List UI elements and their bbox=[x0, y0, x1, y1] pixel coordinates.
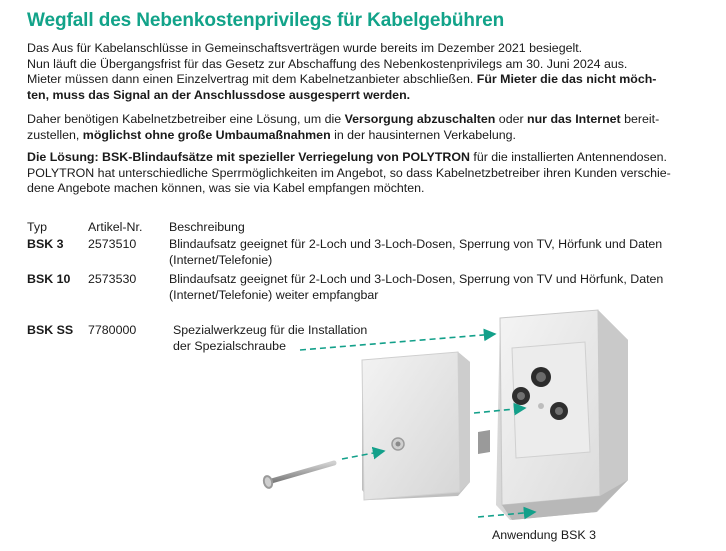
need-bold-c: möglichst ohne große Umbaumaßnahmen bbox=[82, 127, 331, 142]
solution-text: für die installierten Antennendosen. bbox=[469, 150, 667, 164]
arrow-icon bbox=[300, 334, 495, 350]
need-text-b: oder bbox=[495, 112, 528, 126]
intro-line-1: Das Aus für Kabelanschlüsse in Gemeinschaftsverträgen wurde bereits im Dezember 2021 besiegelt. bbox=[27, 41, 583, 55]
row-desc-2: (Internet/Telefonie) bbox=[169, 253, 273, 267]
row-typ: BSK SS bbox=[27, 323, 74, 337]
intro-line-3-bold: Für Mieter die das nicht möch- bbox=[476, 72, 657, 87]
need-text-c: bereit- bbox=[620, 112, 660, 126]
row-desc-1: Blindaufsatz geeignet für 2-Loch und 3-Loch-Dosen, Sperrung von TV, Hörfunk und Daten bbox=[169, 237, 663, 251]
image-caption: Anwendung BSK 3 bbox=[492, 528, 597, 542]
header-artikel: Artikel-Nr. bbox=[88, 220, 143, 234]
solution-line-2: POLYTRON hat unterschiedliche Sperrmöglichkeiten im Angebot, so dass Kabelnetzbetreiber ihren Kunden verschie- bbox=[27, 165, 671, 180]
row-typ: BSK 3 bbox=[27, 237, 64, 251]
need-text-e: in der hausinternen Verkabelung. bbox=[330, 127, 516, 142]
need-text-a: Daher benötigen Kabelnetzbetreiber eine Lösung, um die bbox=[27, 112, 345, 126]
solution-bold: Die Lösung: BSK-Blindaufsätze mit spezieller Verriegelung von POLYTRON bbox=[27, 150, 470, 164]
intro-line-4-bold: ten, muss das Signal an der Anschlussdose ausgesperrt werden. bbox=[27, 87, 411, 102]
special-screw bbox=[261, 463, 334, 490]
row-typ: BSK 10 bbox=[27, 272, 71, 286]
row-desc-1: Spezialwerkzeug für die Installation bbox=[173, 323, 368, 337]
need-text-d: zustellen, bbox=[27, 127, 83, 142]
solution-line-3: dene Angebote machen können, was sie via Kabel empfangen möchten. bbox=[27, 181, 425, 196]
intro-line-2: Nun läuft die Übergangsfrist für das Gesetz zur Abschaffung des Nebenkostenprivilegs am 30. Juni 2024 aus. bbox=[27, 56, 628, 71]
row-artikel: 2573510 bbox=[88, 237, 137, 251]
row-artikel: 7780000 bbox=[88, 323, 137, 337]
blind-cap bbox=[362, 352, 490, 500]
socket-box bbox=[496, 310, 628, 520]
row-desc-1: Blindaufsatz geeignet für 2-Loch und 3-Loch-Dosen, Sperrung von TV und Hörfunk, Daten bbox=[169, 272, 664, 286]
page-title: Wegfall des Nebenkostenprivilegs für Kabelgebühren bbox=[27, 10, 505, 31]
row-desc-2: (Internet/Telefonie) weiter empfangbar bbox=[169, 288, 379, 302]
intro-line-3-text: Mieter müssen dann einen Einzelvertrag mit dem Kabelnetzanbieter abschließen. bbox=[27, 72, 477, 87]
row-artikel: 2573530 bbox=[88, 272, 137, 286]
need-bold-b: nur das Internet bbox=[527, 112, 621, 126]
header-beschreibung: Beschreibung bbox=[169, 220, 245, 234]
row-desc-2: der Spezialschraube bbox=[173, 339, 286, 353]
header-typ: Typ bbox=[27, 220, 47, 234]
need-bold-a: Versorgung abzuschalten bbox=[344, 112, 496, 126]
